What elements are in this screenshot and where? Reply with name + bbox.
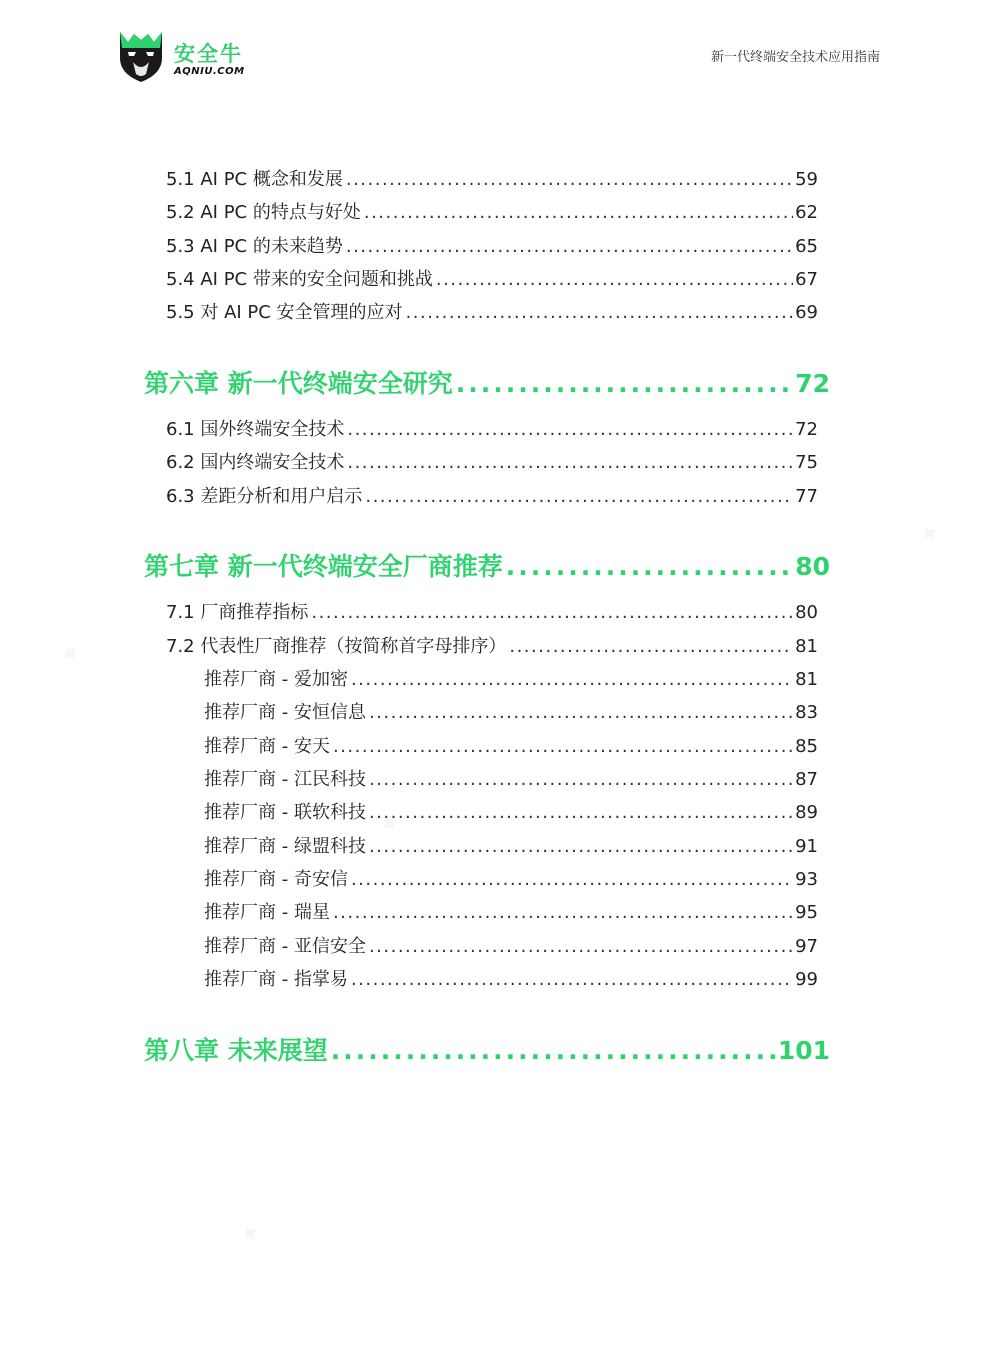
- toc-entry-title: 推荐厂商 - 爱加密: [204, 669, 348, 690]
- toc-entry[interactable]: [166, 198, 818, 222]
- toc-chapter[interactable]: [144, 364, 830, 398]
- leader-dots: [351, 969, 793, 990]
- toc-entry-title: 推荐厂商 - 联软科技: [204, 802, 366, 823]
- toc-entry[interactable]: [166, 482, 818, 506]
- leader-dots: [369, 769, 793, 790]
- toc-entry-title: 5.1 AI PC 概念和发展: [166, 169, 343, 190]
- leader-dots: [506, 552, 793, 581]
- toc-entry-page: 93: [795, 869, 818, 890]
- toc-vendor-entry[interactable]: [204, 932, 818, 956]
- toc-chapter[interactable]: [144, 1031, 830, 1065]
- toc-entry-title: 6.1 国外终端安全技术: [166, 419, 345, 440]
- toc-entry-page: 95: [795, 902, 818, 923]
- leader-dots: [333, 902, 793, 923]
- leader-dots: [369, 802, 793, 823]
- toc-chapter-title: 第七章 新一代终端安全厂商推荐: [144, 552, 503, 581]
- page-header: [0, 0, 992, 100]
- toc-entry-title: 推荐厂商 - 亚信安全: [204, 936, 366, 957]
- toc-entry[interactable]: [166, 232, 818, 256]
- brand-logo: [118, 28, 258, 88]
- toc-chapter-title: 第六章 新一代终端安全研究: [144, 369, 453, 398]
- toc-entry-page: 72: [795, 419, 818, 440]
- leader-dots: [509, 636, 793, 657]
- toc-entry-page: 62: [795, 202, 818, 223]
- leader-dots: [311, 602, 793, 623]
- toc-entry-page: 85: [795, 736, 818, 757]
- toc-vendor-entry[interactable]: [204, 765, 818, 789]
- toc-vendor-entry[interactable]: [204, 965, 818, 989]
- leader-dots: [333, 736, 793, 757]
- leader-dots: [351, 669, 793, 690]
- toc-chapter-page: 101: [777, 1036, 830, 1065]
- toc-entry-title: 推荐厂商 - 安恒信息: [204, 702, 366, 723]
- toc-entry[interactable]: [166, 415, 818, 439]
- toc-entry-page: 99: [795, 969, 818, 990]
- leader-dots: [351, 869, 793, 890]
- toc-entry-title: 推荐厂商 - 绿盟科技: [204, 836, 366, 857]
- toc-entry-title: 推荐厂商 - 指掌易: [204, 969, 348, 990]
- toc-entry-page: 75: [795, 452, 818, 473]
- toc-vendor-entry[interactable]: [204, 665, 818, 689]
- toc-entry-title: 5.2 AI PC 的特点与好处: [166, 202, 361, 223]
- toc-entry-page: 65: [795, 236, 818, 257]
- leader-dots: [369, 836, 793, 857]
- toc-entry[interactable]: [166, 448, 818, 472]
- toc-entry[interactable]: [166, 298, 818, 322]
- toc-entry-page: 69: [795, 302, 818, 323]
- logo-english-text: AQNIU.COM: [174, 66, 245, 77]
- toc-entry-page: 67: [795, 269, 818, 290]
- toc-chapter-page: 80: [795, 552, 830, 581]
- toc-vendor-entry[interactable]: [204, 798, 818, 822]
- watermark: [913, 516, 948, 553]
- logo-chinese-text: 安全牛: [174, 42, 243, 66]
- leader-dots: [369, 702, 793, 723]
- toc-entry-page: 97: [795, 936, 818, 957]
- leader-dots: [436, 269, 793, 290]
- toc-entry-title: 推荐厂商 - 江民科技: [204, 769, 366, 790]
- toc-entry-title: 推荐厂商 - 安天: [204, 736, 330, 757]
- toc-entry[interactable]: [166, 265, 818, 289]
- toc-entry-title: 推荐厂商 - 奇安信: [204, 869, 348, 890]
- leader-dots: [365, 486, 793, 507]
- leader-dots: [456, 369, 793, 398]
- toc-entry-page: 81: [795, 636, 818, 657]
- toc-entry-title: 6.2 国内终端安全技术: [166, 452, 345, 473]
- leader-dots: [347, 452, 793, 473]
- toc-entry-page: 81: [795, 669, 818, 690]
- toc-entry-title: 5.3 AI PC 的未来趋势: [166, 236, 343, 257]
- toc-entry-page: 77: [795, 486, 818, 507]
- toc-vendor-entry[interactable]: [204, 698, 818, 722]
- watermark: [233, 1216, 268, 1253]
- document-title: 新一代终端安全技术应用指南: [710, 50, 880, 65]
- toc-entry-title: 推荐厂商 - 瑞星: [204, 902, 330, 923]
- toc-vendor-entry[interactable]: [204, 898, 818, 922]
- toc-entry-page: 80: [795, 602, 818, 623]
- toc-vendor-entry[interactable]: [204, 832, 818, 856]
- watermark: [53, 636, 88, 673]
- toc-entry[interactable]: [166, 632, 818, 656]
- toc-chapter[interactable]: [144, 547, 830, 581]
- toc-entry-title: 5.5 对 AI PC 安全管理的应对: [166, 302, 403, 323]
- toc-entry[interactable]: [166, 598, 818, 622]
- leader-dots: [347, 419, 793, 440]
- leader-dots: [346, 169, 793, 190]
- leader-dots: [364, 202, 793, 223]
- toc-chapter-page: 72: [795, 369, 830, 398]
- leader-dots: [406, 302, 794, 323]
- toc-entry-page: 87: [795, 769, 818, 790]
- toc-entry-title: 7.2 代表性厂商推荐（按简称首字母排序）: [166, 636, 507, 657]
- toc-entry-page: 91: [795, 836, 818, 857]
- bull-shield-icon: [118, 28, 164, 84]
- leader-dots: [369, 936, 793, 957]
- toc-entry-title: 6.3 差距分析和用户启示: [166, 486, 363, 507]
- toc-entry-title: 5.4 AI PC 带来的安全问题和挑战: [166, 269, 433, 290]
- toc-entry[interactable]: [166, 165, 818, 189]
- toc-entry-page: 83: [795, 702, 818, 723]
- toc-entry-page: 59: [795, 169, 818, 190]
- toc-vendor-entry[interactable]: [204, 732, 818, 756]
- toc-entry-page: 89: [795, 802, 818, 823]
- toc-entry-title: 7.1 厂商推荐指标: [166, 602, 309, 623]
- leader-dots: [346, 236, 793, 257]
- toc-chapter-title: 第八章 未来展望: [144, 1036, 328, 1065]
- toc-vendor-entry[interactable]: [204, 865, 818, 889]
- leader-dots: [331, 1036, 776, 1065]
